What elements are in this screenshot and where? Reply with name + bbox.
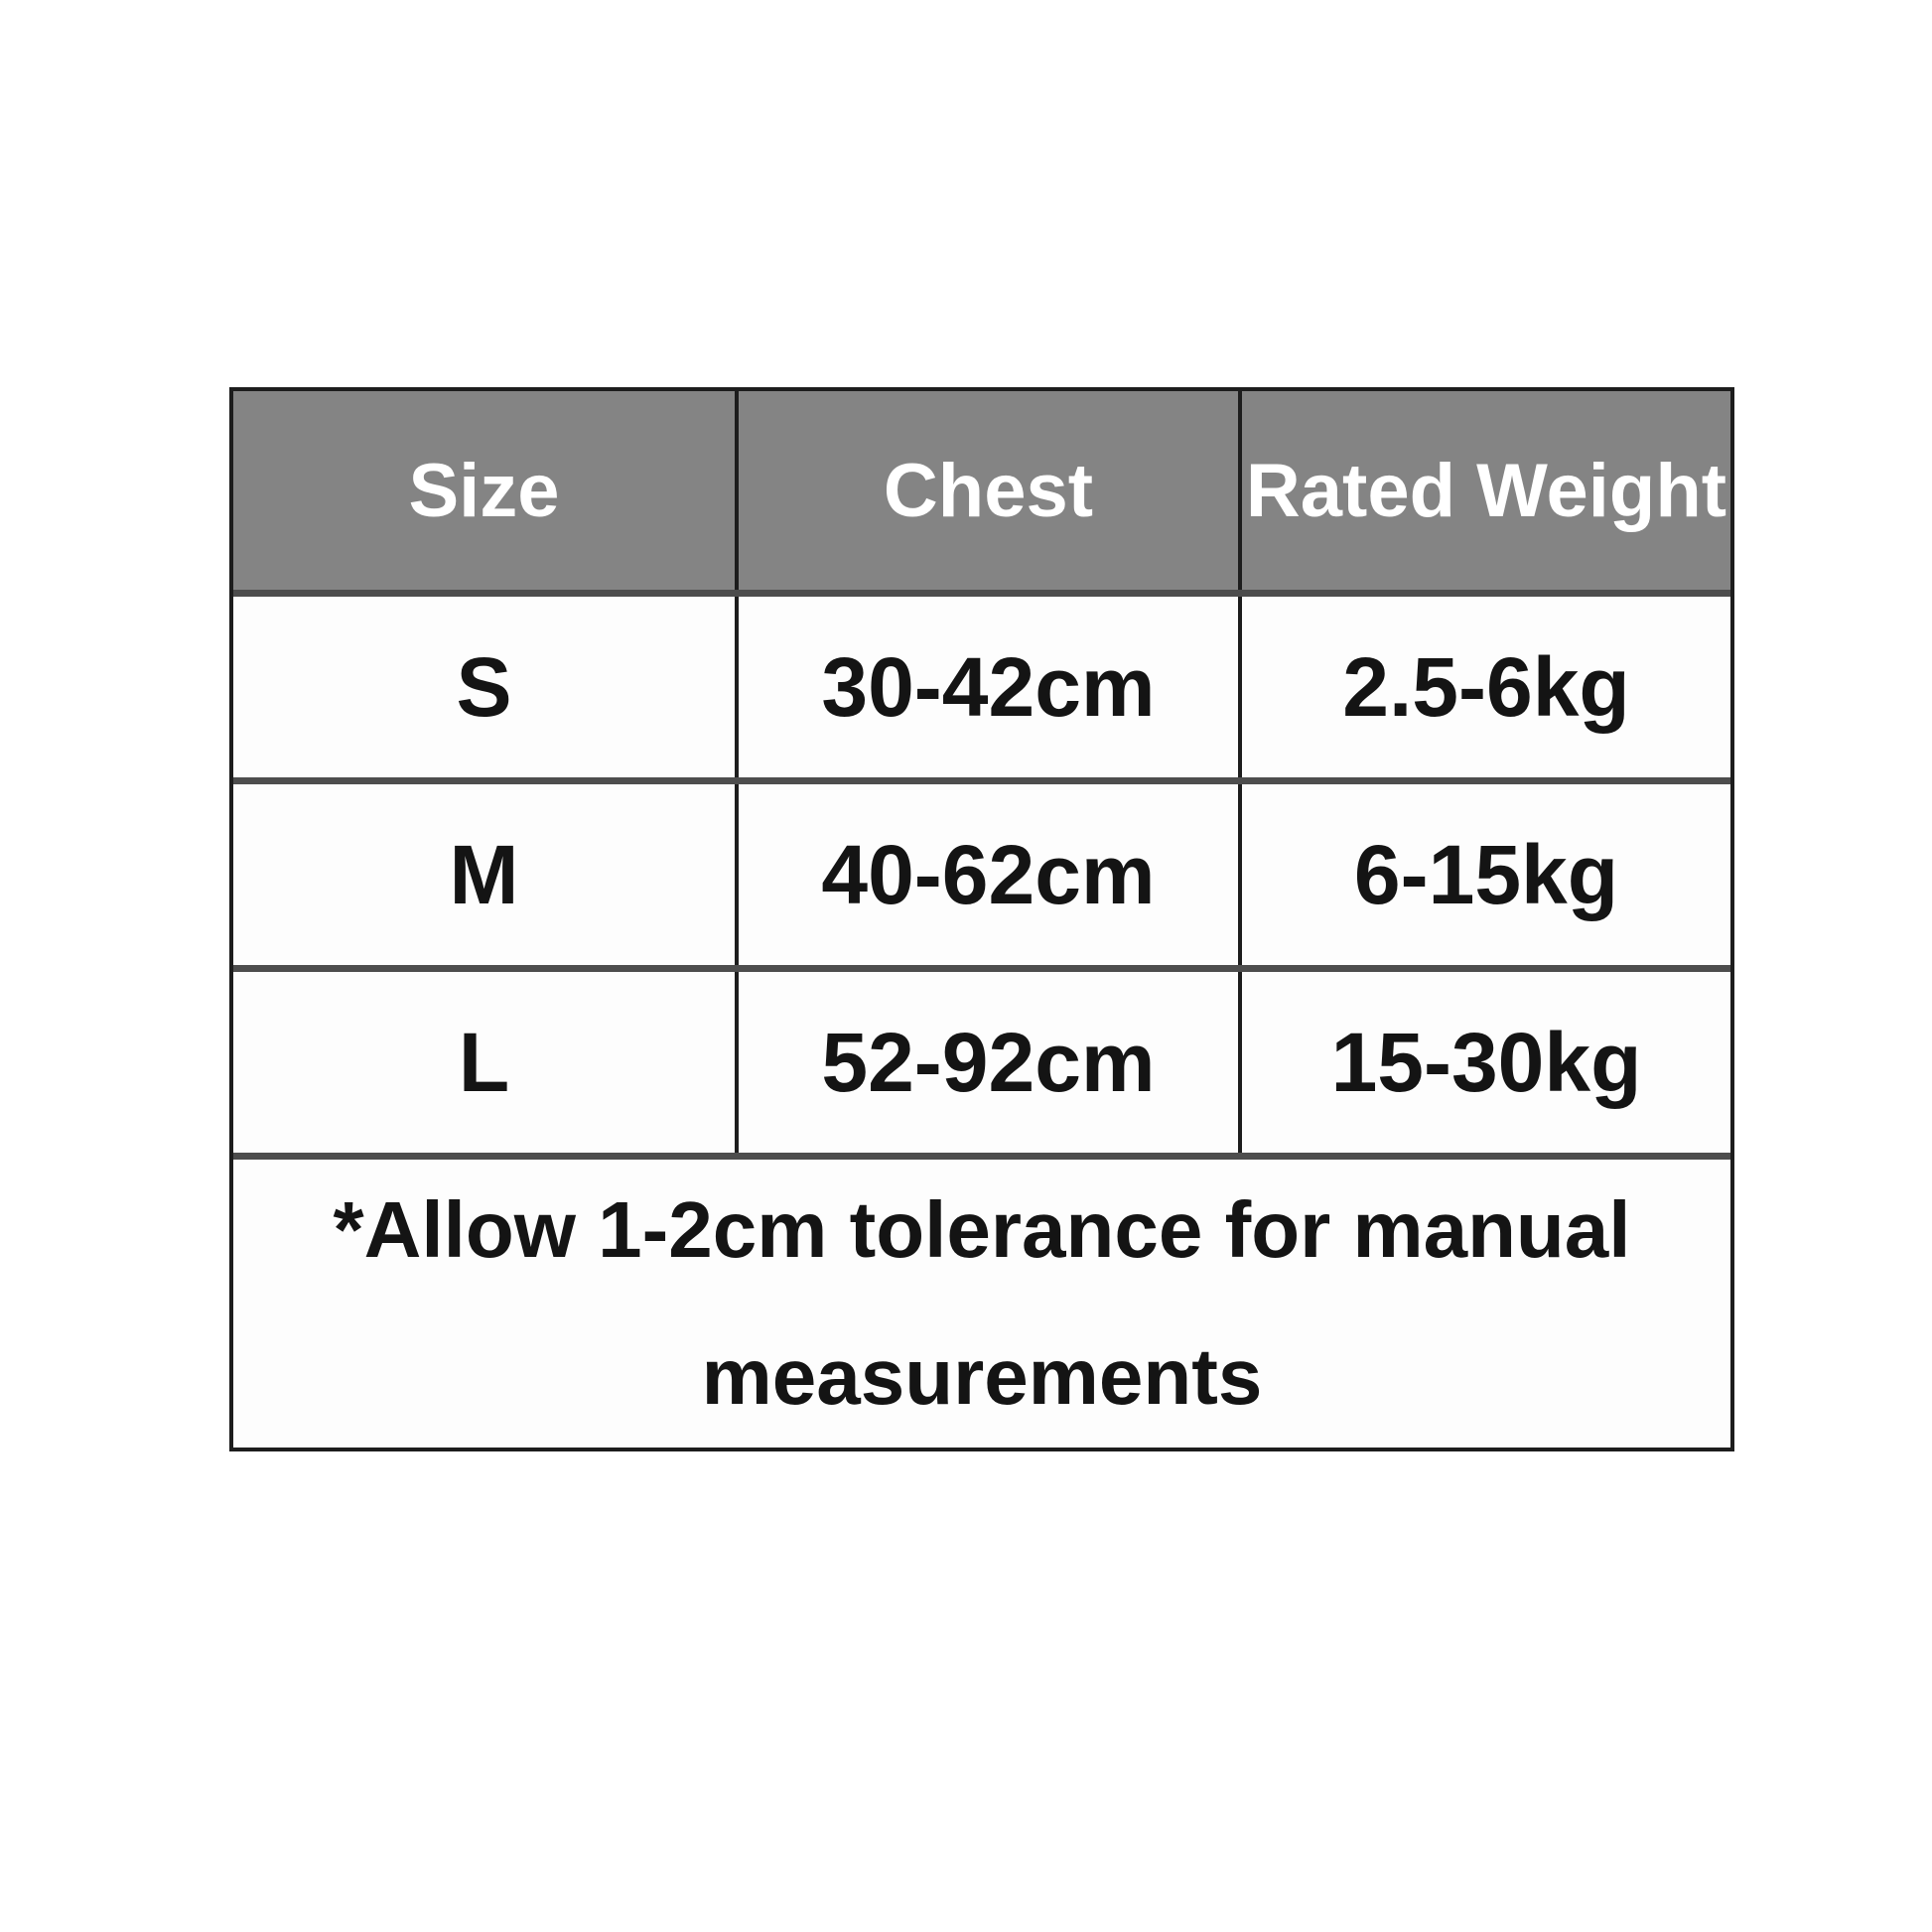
header-cell-rated-weight: Rated Weight — [1238, 391, 1730, 590]
table-row-s — [233, 590, 1730, 777]
table-header-row — [233, 391, 1730, 590]
cell-weight-l: 15-30kg — [1238, 972, 1730, 1153]
cell-weight-s: 2.5-6kg — [1238, 597, 1730, 777]
footnote-line-2: measurements — [701, 1332, 1263, 1421]
header-cell-size: Size — [408, 448, 560, 533]
cell-size-l: L — [458, 1015, 510, 1109]
cell-chest-m: 40-62cm — [735, 784, 1238, 965]
cell-chest-s: 30-42cm — [735, 597, 1238, 777]
cell-size-s: S — [456, 639, 512, 734]
footnote-line-1: *Allow 1-2cm tolerance for manual — [333, 1185, 1631, 1274]
table-row-l — [233, 965, 1730, 1153]
cell-chest-l: 52-92cm — [735, 972, 1238, 1153]
size-chart-table — [229, 387, 1734, 1451]
cell-size-m: M — [449, 827, 519, 921]
table-footnote-row — [233, 1153, 1730, 1448]
table-row-m — [233, 777, 1730, 965]
cell-weight-m: 6-15kg — [1238, 784, 1730, 965]
header-cell-chest: Chest — [735, 391, 1238, 590]
